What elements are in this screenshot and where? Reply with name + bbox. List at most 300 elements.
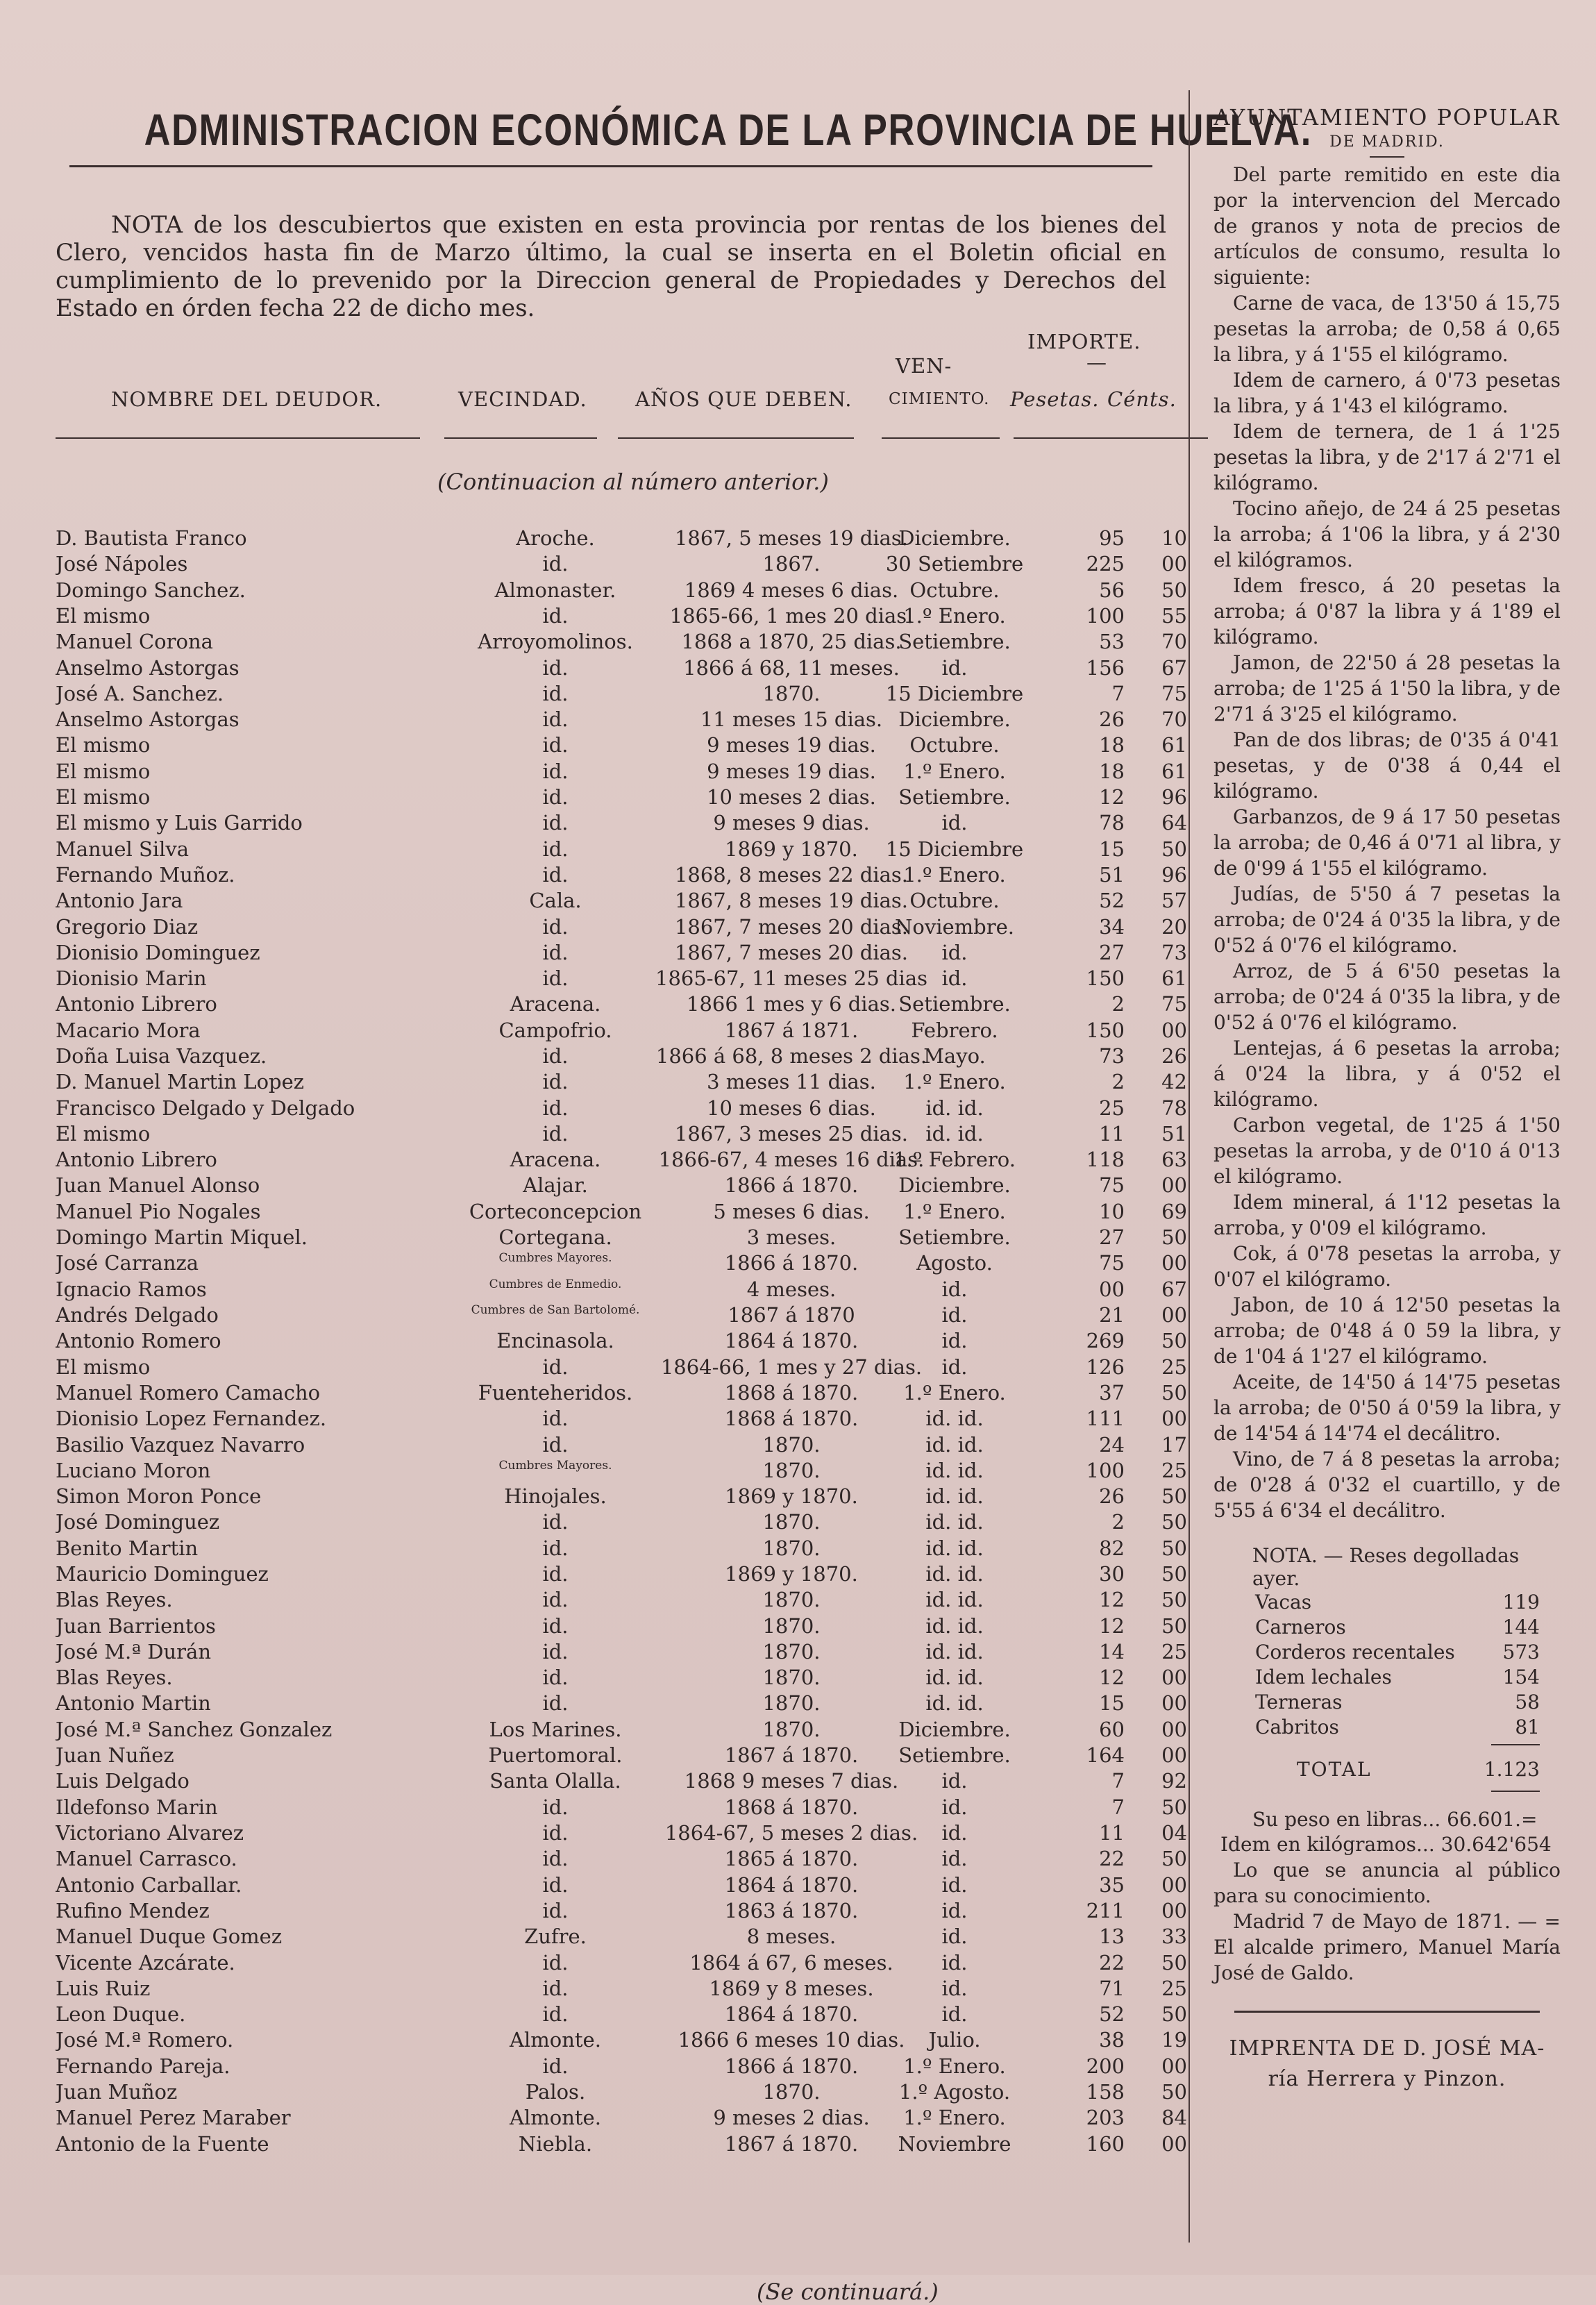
reses-total-value: 1.123 bbox=[1484, 1758, 1540, 1781]
anos-cell: 1870. bbox=[762, 1640, 821, 1663]
vecindad-cell: Fuenteheridos. bbox=[478, 1381, 633, 1405]
vencimiento-cell: 1.º Enero. bbox=[903, 2106, 1006, 2129]
pesetas-cell: 12 bbox=[1099, 1614, 1125, 1638]
pesetas-cell: 203 bbox=[1086, 2106, 1125, 2129]
pesetas-cell: 60 bbox=[1099, 1718, 1125, 1741]
centimos-cell: 25 bbox=[1161, 1640, 1187, 1663]
title-rule bbox=[69, 165, 1152, 167]
vecindad-cell: Aracena. bbox=[510, 1148, 601, 1171]
header-importe-dash: — bbox=[1086, 351, 1107, 374]
centimos-cell: 00 bbox=[1161, 1691, 1187, 1715]
header-vencimiento-2: CIMIENTO. bbox=[889, 390, 990, 408]
anos-cell: 1868 á 1870. bbox=[724, 1381, 859, 1405]
vencimiento-cell: Febrero. bbox=[911, 1019, 998, 1042]
table-row bbox=[42, 1769, 1187, 1795]
vecindad-cell: id. bbox=[542, 1847, 569, 1870]
header-nombre: NOMBRE DEL DEUDOR. bbox=[111, 387, 383, 411]
centimos-cell: 73 bbox=[1161, 941, 1187, 964]
ayuntamiento-title: AYUNTAMIENTO POPULAR bbox=[1213, 104, 1561, 131]
vecindad-cell: id. bbox=[542, 941, 569, 964]
ayuntamiento-subtitle: DE MADRID. bbox=[1329, 133, 1445, 151]
centimos-cell: 50 bbox=[1161, 1614, 1187, 1638]
debtor-name: Manuel Romero Camacho bbox=[56, 1381, 321, 1405]
table-row bbox=[42, 526, 1187, 552]
debtor-name: Antonio Librero bbox=[56, 1148, 217, 1171]
vencimiento-cell: id. bbox=[941, 941, 968, 964]
table-row bbox=[42, 1148, 1187, 1173]
vecindad-cell: id. bbox=[542, 915, 569, 939]
reses-value: 58 bbox=[1515, 1691, 1540, 1713]
centimos-cell: 63 bbox=[1161, 1148, 1187, 1171]
debtor-name: Anselmo Astorgas bbox=[56, 707, 240, 731]
anos-cell: 1870. bbox=[762, 1459, 821, 1482]
pesetas-cell: 11 bbox=[1099, 1821, 1125, 1845]
pesetas-cell: 2 bbox=[1111, 1070, 1125, 1093]
anos-cell: 1867, 8 meses 19 dias. bbox=[674, 889, 909, 912]
vencimiento-cell: Noviembre bbox=[898, 2132, 1011, 2156]
anos-cell: 1867 á 1871. bbox=[724, 1019, 859, 1042]
centimos-cell: 50 bbox=[1161, 837, 1187, 861]
table-row bbox=[42, 1044, 1187, 1070]
debtor-name: Ildefonso Marin bbox=[56, 1795, 218, 1819]
centimos-cell: 50 bbox=[1161, 1536, 1187, 1560]
vecindad-cell: Cumbres Mayores. bbox=[498, 1459, 612, 1473]
vencimiento-cell: 1.º Enero. bbox=[903, 1070, 1006, 1093]
debtor-name: José M.ª Durán bbox=[56, 1640, 212, 1663]
vencimiento-cell: id. bbox=[941, 1277, 968, 1301]
anos-cell: 1867, 7 meses 20 dias. bbox=[674, 941, 909, 964]
pesetas-cell: 75 bbox=[1099, 1251, 1125, 1275]
pesetas-cell: 7 bbox=[1111, 1769, 1125, 1793]
reses-total bbox=[1213, 1758, 1561, 1781]
debtor-name: Dionisio Marin bbox=[56, 966, 207, 990]
table-row bbox=[42, 1847, 1187, 1872]
centimos-cell: 50 bbox=[1161, 1381, 1187, 1405]
centimos-cell: 17 bbox=[1161, 1433, 1187, 1457]
vecindad-cell: id. bbox=[542, 1122, 569, 1146]
vencimiento-cell: id. id. bbox=[925, 1407, 984, 1430]
centimos-cell: 50 bbox=[1161, 1847, 1187, 1870]
table-row bbox=[42, 837, 1187, 863]
vencimiento-cell: Diciembre. bbox=[898, 1718, 1011, 1741]
vencimiento-cell: id. bbox=[941, 1899, 968, 1922]
centimos-cell: 61 bbox=[1161, 733, 1187, 757]
pesetas-cell: 34 bbox=[1099, 915, 1125, 939]
anos-cell: 1867 á 1870. bbox=[724, 1743, 859, 1767]
vencimiento-cell: 30 Setiembre bbox=[885, 552, 1024, 576]
anos-cell: 1869 y 1870. bbox=[725, 1484, 858, 1508]
table-row bbox=[42, 1821, 1187, 1847]
table-row bbox=[42, 1588, 1187, 1614]
vencimiento-cell: id. bbox=[941, 966, 968, 990]
anos-cell: 1868, 8 meses 22 dias. bbox=[674, 863, 909, 887]
header-vencimiento-1: VEN- bbox=[896, 354, 952, 378]
centimos-cell: 78 bbox=[1161, 1096, 1187, 1120]
vecindad-cell: id. bbox=[542, 1407, 569, 1430]
vecindad-cell: Palos. bbox=[525, 2080, 586, 2104]
continuacion-note: (Continuacion al número anterior.) bbox=[437, 469, 829, 495]
anos-cell: 11 meses 15 dias. bbox=[700, 707, 883, 731]
table-row bbox=[42, 1329, 1187, 1355]
pesetas-cell: 13 bbox=[1099, 1925, 1125, 1948]
page-title: ADMINISTRACION ECONÓMICA DE LA PROVINCIA DE HUELVA. bbox=[144, 105, 1312, 155]
vencimiento-cell: id. id. bbox=[925, 1459, 984, 1482]
pesetas-cell: 7 bbox=[1111, 682, 1125, 705]
pesetas-cell: 10 bbox=[1099, 1200, 1125, 1223]
vencimiento-cell: id. bbox=[941, 1847, 968, 1870]
table-row bbox=[42, 707, 1187, 733]
centimos-cell: 50 bbox=[1161, 1329, 1187, 1352]
vencimiento-cell: id. id. bbox=[925, 1666, 984, 1689]
table-row bbox=[42, 1691, 1187, 1717]
anos-cell: 1866 1 mes y 6 dias. bbox=[687, 992, 896, 1016]
anos-cell: 9 meses 2 dias. bbox=[713, 2106, 870, 2129]
vencimiento-cell: Diciembre. bbox=[898, 707, 1011, 731]
anos-cell: 10 meses 6 dias. bbox=[707, 1096, 876, 1120]
firma: Madrid 7 de Mayo de 1871. — = El alcalde primero, Manuel María José de Galdo. bbox=[1213, 1910, 1561, 1984]
pesetas-cell: 71 bbox=[1099, 1977, 1125, 2000]
vencimiento-cell: id. bbox=[941, 1329, 968, 1352]
centimos-cell: 50 bbox=[1161, 1225, 1187, 1249]
anos-cell: 1865 á 1870. bbox=[724, 1847, 859, 1870]
price-paragraph: Pan de dos libras; de 0'35 á 0'41 pesetas, y de 0'38 á 0,44 el kilógramo. bbox=[1213, 728, 1561, 803]
table-row bbox=[42, 733, 1187, 759]
reses-label: Carneros bbox=[1255, 1616, 1346, 1638]
pesetas-cell: 22 bbox=[1099, 1951, 1125, 1975]
price-paragraph: Carne de vaca, de 13'50 á 15,75 pesetas la arroba; de 0,58 á 0,65 la libra, y á 1'55 el kilógramo. bbox=[1213, 292, 1561, 366]
centimos-cell: 67 bbox=[1161, 1277, 1187, 1301]
centimos-cell: 50 bbox=[1161, 1795, 1187, 1819]
vencimiento-cell: Octubre. bbox=[909, 578, 1000, 602]
pesetas-cell: 75 bbox=[1099, 1173, 1125, 1197]
table-row bbox=[42, 1019, 1187, 1044]
pesetas-cell: 00 bbox=[1099, 1277, 1125, 1301]
vecindad-cell: id. bbox=[542, 1666, 569, 1689]
debtor-name: Antonio Jara bbox=[56, 889, 183, 912]
anos-cell: 1867. bbox=[762, 552, 821, 576]
vencimiento-cell: id. bbox=[941, 1303, 968, 1327]
pesetas-cell: 164 bbox=[1086, 1743, 1125, 1767]
pesetas-cell: 158 bbox=[1086, 2080, 1125, 2104]
anos-cell: 1864 á 1870. bbox=[724, 1329, 859, 1352]
vencimiento-cell: id. id. bbox=[925, 1536, 984, 1560]
pesetas-cell: 14 bbox=[1099, 1640, 1125, 1663]
vencimiento-cell: id. id. bbox=[925, 1562, 984, 1586]
vencimiento-cell: 1.º Febrero. bbox=[893, 1148, 1016, 1171]
vencimiento-cell: id. id. bbox=[925, 1510, 984, 1534]
debtor-name: José Dominguez bbox=[56, 1510, 220, 1534]
price-paragraph: Lentejas, á 6 pesetas la arroba; á 0'24 la libra, y á 0'52 el kilógramo. bbox=[1213, 1037, 1561, 1111]
pesetas-cell: 26 bbox=[1099, 1484, 1125, 1508]
pesetas-cell: 160 bbox=[1086, 2132, 1125, 2156]
vecindad-cell: Alajar. bbox=[523, 1173, 588, 1197]
anos-cell: 1870. bbox=[762, 1666, 821, 1689]
reses-total-label: TOTAL bbox=[1297, 1758, 1372, 1781]
vecindad-cell: id. bbox=[542, 1044, 569, 1068]
anos-cell: 1870. bbox=[762, 1510, 821, 1534]
vecindad-cell: id. bbox=[542, 863, 569, 887]
anos-cell: 1864 á 1870. bbox=[724, 2002, 859, 2026]
vecindad-cell: Aroche. bbox=[516, 526, 595, 550]
pesetas-cell: 2 bbox=[1111, 992, 1125, 1016]
anos-cell: 1864 á 1870. bbox=[724, 1873, 859, 1897]
centimos-cell: 70 bbox=[1161, 630, 1187, 653]
centimos-cell: 00 bbox=[1161, 1899, 1187, 1922]
debtor-name: El mismo bbox=[56, 733, 151, 757]
debtor-name: José Nápoles bbox=[56, 552, 188, 576]
anos-cell: 1870. bbox=[762, 2080, 821, 2104]
table-row bbox=[42, 941, 1187, 966]
table-row bbox=[42, 785, 1187, 811]
vecindad-cell: id. bbox=[542, 1899, 569, 1922]
vecindad-cell: id. bbox=[542, 1433, 569, 1457]
vencimiento-cell: Setiembre. bbox=[898, 630, 1011, 653]
table-row bbox=[42, 604, 1187, 630]
vecindad-cell: id. bbox=[542, 1951, 569, 1975]
price-paragraph: Jabon, de 10 á 12'50 pesetas la arroba; de 0'48 á 0 59 la libra, y de 1'04 á 1'27 el kilógramo. bbox=[1213, 1293, 1561, 1368]
pesetas-cell: 56 bbox=[1099, 578, 1125, 602]
table-row bbox=[42, 1666, 1187, 1691]
table-row bbox=[42, 1510, 1187, 1536]
anos-cell: 1867 á 1870 bbox=[728, 1303, 855, 1327]
debtor-name: José M.ª Sanchez Gonzalez bbox=[56, 1718, 333, 1741]
reses-item bbox=[1213, 1590, 1561, 1615]
pesetas-cell: 30 bbox=[1099, 1562, 1125, 1586]
debtor-name: El mismo bbox=[56, 604, 151, 628]
anos-cell: 3 meses 11 dias. bbox=[707, 1070, 876, 1093]
table-row bbox=[42, 2002, 1187, 2028]
centimos-cell: 51 bbox=[1161, 1122, 1187, 1146]
vecindad-cell: Hinojales. bbox=[504, 1484, 607, 1508]
pesetas-cell: 27 bbox=[1099, 1225, 1125, 1249]
pesetas-cell: 21 bbox=[1099, 1303, 1125, 1327]
anos-cell: 1866 á 68, 11 meses. bbox=[683, 656, 900, 680]
vecindad-cell: Almonte. bbox=[510, 2028, 601, 2052]
pesetas-cell: 100 bbox=[1086, 1459, 1125, 1482]
centimos-cell: 61 bbox=[1161, 760, 1187, 783]
reses-value: 154 bbox=[1502, 1666, 1540, 1688]
imprenta-line-1: IMPRENTA DE D. JOSÉ MA- bbox=[1229, 2036, 1545, 2061]
centimos-cell: 25 bbox=[1161, 1459, 1187, 1482]
debtor-name: Blas Reyes. bbox=[56, 1588, 173, 1611]
vecindad-cell: id. bbox=[542, 1614, 569, 1638]
table-row bbox=[42, 1899, 1187, 1925]
debtor-name: Antonio de la Fuente bbox=[56, 2132, 269, 2156]
debtor-name: D. Manuel Martin Lopez bbox=[56, 1070, 305, 1093]
anos-cell: 1869 4 meses 6 dias. bbox=[684, 578, 899, 602]
debtor-name: Manuel Duque Gomez bbox=[56, 1925, 283, 1948]
vecindad-cell: id. bbox=[542, 2002, 569, 2026]
debtor-name: José M.ª Romero. bbox=[56, 2028, 234, 2052]
debtor-name: Blas Reyes. bbox=[56, 1666, 173, 1689]
centimos-cell: 55 bbox=[1161, 604, 1187, 628]
centimos-cell: 00 bbox=[1161, 1173, 1187, 1197]
centimos-cell: 26 bbox=[1161, 1044, 1187, 1068]
centimos-cell: 00 bbox=[1161, 552, 1187, 576]
debtor-name: Anselmo Astorgas bbox=[56, 656, 240, 680]
vencimiento-cell: 1.º Enero. bbox=[903, 760, 1006, 783]
centimos-cell: 50 bbox=[1161, 2080, 1187, 2104]
anos-cell: 1865-67, 11 meses 25 dias bbox=[655, 966, 927, 990]
debtor-name: Antonio Romero bbox=[56, 1329, 221, 1352]
debtor-name: Manuel Silva bbox=[56, 837, 190, 861]
centimos-cell: 00 bbox=[1161, 1873, 1187, 1897]
centimos-cell: 96 bbox=[1161, 863, 1187, 887]
vencimiento-cell: Setiembre. bbox=[898, 785, 1011, 809]
header-rule-vencimiento bbox=[882, 437, 1000, 439]
vencimiento-cell: id. id. bbox=[925, 1433, 984, 1457]
header-pesetas: Pesetas. bbox=[1010, 387, 1100, 411]
reses-total-rule bbox=[1491, 1791, 1540, 1792]
anos-cell: 1867, 3 meses 25 dias. bbox=[674, 1122, 909, 1146]
vencimiento-cell: id. bbox=[941, 1873, 968, 1897]
nota-paragraph: NOTA de los descubiertos que existen en esta provincia por rentas de los bienes del Clero, vencidos hasta fin de Marzo último, la cual se inserta en el Boletin oficial en cumplimiento de lo prevenido por la Direccion general de Propiedades y Derechos del Estado en órden fecha 22 de dicho mes. bbox=[56, 211, 1166, 322]
debtor-name: José A. Sanchez. bbox=[56, 682, 224, 705]
vecindad-cell: Almonte. bbox=[510, 2106, 601, 2129]
anos-cell: 1868 a 1870, 25 dias. bbox=[681, 630, 902, 653]
table-row bbox=[42, 630, 1187, 655]
vencimiento-cell: 15 Diciembre bbox=[885, 682, 1024, 705]
table-row bbox=[42, 889, 1187, 914]
price-paragraph: Judías, de 5'50 á 7 pesetas la arroba; de 0'24 á 0'35 la libra, y de 0'52 á 0'76 el kilógramo. bbox=[1213, 882, 1561, 957]
table-row bbox=[42, 1873, 1187, 1899]
header-anos: AÑOS QUE DEBEN. bbox=[635, 387, 852, 411]
centimos-cell: 69 bbox=[1161, 1200, 1187, 1223]
table-row bbox=[42, 2028, 1187, 2054]
centimos-cell: 75 bbox=[1161, 992, 1187, 1016]
debtor-name: Antonio Librero bbox=[56, 992, 217, 1016]
anos-cell: 9 meses 19 dias. bbox=[707, 733, 876, 757]
reses-item bbox=[1213, 1715, 1561, 1740]
vencimiento-cell: 1.º Enero. bbox=[903, 1200, 1006, 1223]
imprenta-line-2: ría Herrera y Pinzon. bbox=[1268, 2067, 1506, 2091]
reses-label: Vacas bbox=[1255, 1591, 1312, 1614]
pesetas-cell: 35 bbox=[1099, 1873, 1125, 1897]
centimos-cell: 00 bbox=[1161, 1718, 1187, 1741]
debtor-name: Domingo Martin Miquel. bbox=[56, 1225, 308, 1249]
reses-item bbox=[1213, 1690, 1561, 1715]
vencimiento-cell: id. bbox=[941, 1977, 968, 2000]
vencimiento-cell: Julio. bbox=[928, 2028, 981, 2052]
centimos-cell: 00 bbox=[1161, 1666, 1187, 1689]
debtor-name: Juan Manuel Alonso bbox=[56, 1173, 260, 1197]
vencimiento-cell: id. id. bbox=[925, 1588, 984, 1611]
pesetas-cell: 12 bbox=[1099, 1588, 1125, 1611]
centimos-cell: 70 bbox=[1161, 707, 1187, 731]
vencimiento-cell: Diciembre. bbox=[898, 1173, 1011, 1197]
price-paragraph: Garbanzos, de 9 á 17 50 pesetas la arroba; de 0,46 á 0'71 al libra, y de 0'99 á 1'55 el kilógramo. bbox=[1213, 805, 1561, 880]
centimos-cell: 50 bbox=[1161, 2002, 1187, 2026]
vecindad-cell: id. bbox=[542, 733, 569, 757]
vecindad-cell: id. bbox=[542, 1355, 569, 1379]
vecindad-cell: id. bbox=[542, 837, 569, 861]
centimos-cell: 96 bbox=[1161, 785, 1187, 809]
vecindad-cell: id. bbox=[542, 707, 569, 731]
debtor-name: Luis Ruiz bbox=[56, 1977, 151, 2000]
centimos-cell: 10 bbox=[1161, 526, 1187, 550]
vecindad-cell: id. bbox=[542, 785, 569, 809]
vencimiento-cell: id. id. bbox=[925, 1484, 984, 1508]
centimos-cell: 50 bbox=[1161, 578, 1187, 602]
debtor-name: Manuel Pio Nogales bbox=[56, 1200, 261, 1223]
debtor-name: Macario Mora bbox=[56, 1019, 201, 1042]
vecindad-cell: id. bbox=[542, 1795, 569, 1819]
pesetas-cell: 37 bbox=[1099, 1381, 1125, 1405]
debtor-name: Antonio Martin bbox=[56, 1691, 211, 1715]
anos-cell: 1870. bbox=[762, 1588, 821, 1611]
reses-item bbox=[1213, 1665, 1561, 1690]
vecindad-cell: id. bbox=[542, 1977, 569, 2000]
vencimiento-cell: id. bbox=[941, 1795, 968, 1819]
centimos-cell: 64 bbox=[1161, 811, 1187, 835]
pesetas-cell: 73 bbox=[1099, 1044, 1125, 1068]
table-row bbox=[42, 552, 1187, 578]
anos-cell: 1864-67, 5 meses 2 dias. bbox=[664, 1821, 918, 1845]
pesetas-cell: 156 bbox=[1086, 656, 1125, 680]
anos-cell: 1870. bbox=[762, 1718, 821, 1741]
pesetas-cell: 52 bbox=[1099, 2002, 1125, 2026]
header-cents: Cénts. bbox=[1107, 387, 1177, 411]
vecindad-cell: id. bbox=[542, 1510, 569, 1534]
table-row bbox=[42, 760, 1187, 785]
vencimiento-cell: Octubre. bbox=[909, 889, 1000, 912]
anos-cell: 1864-66, 1 mes y 27 dias. bbox=[660, 1355, 923, 1379]
centimos-cell: 50 bbox=[1161, 1484, 1187, 1508]
centimos-cell: 57 bbox=[1161, 889, 1187, 912]
table-row bbox=[42, 1251, 1187, 1277]
debtor-name: Gregorio Diaz bbox=[56, 915, 199, 939]
pesetas-cell: 225 bbox=[1086, 552, 1125, 576]
debtor-name: Francisco Delgado y Delgado bbox=[56, 1096, 355, 1120]
debtor-name: José Carranza bbox=[56, 1251, 199, 1275]
vencimiento-cell: id. id. bbox=[925, 1614, 984, 1638]
table-row bbox=[42, 1484, 1187, 1510]
anos-cell: 1866-67, 4 meses 16 dias. bbox=[658, 1148, 925, 1171]
vecindad-cell: id. bbox=[542, 656, 569, 680]
pesetas-cell: 200 bbox=[1086, 2054, 1125, 2078]
anuncio: Lo que se anuncia al público para su conocimiento. bbox=[1213, 1859, 1561, 1907]
anos-cell: 1870. bbox=[762, 1614, 821, 1638]
price-paragraph: Jamon, de 22'50 á 28 pesetas la arroba; de 1'25 á 1'50 la libra, y de 2'71 á 3'25 el kilógramo. bbox=[1213, 651, 1561, 726]
pesetas-cell: 78 bbox=[1099, 811, 1125, 835]
table-row bbox=[42, 1743, 1187, 1769]
header-rule-nombre bbox=[56, 437, 420, 439]
table-row bbox=[42, 1459, 1187, 1484]
vecindad-cell: id. bbox=[542, 1588, 569, 1611]
pesetas-cell: 11 bbox=[1099, 1122, 1125, 1146]
centimos-cell: 00 bbox=[1161, 1303, 1187, 1327]
vencimiento-cell: id. bbox=[941, 1925, 968, 1948]
table-row bbox=[42, 1536, 1187, 1562]
table-row bbox=[42, 1225, 1187, 1251]
vencimiento-cell: Mayo. bbox=[923, 1044, 986, 1068]
price-paragraph: Carbon vegetal, de 1'25 á 1'50 pesetas la arroba, y de 0'10 á 0'13 el kilógramo. bbox=[1213, 1114, 1561, 1188]
table-row bbox=[42, 1303, 1187, 1329]
debtor-name: El mismo bbox=[56, 785, 151, 809]
price-paragraph: Idem fresco, á 20 pesetas la arroba; á 0'87 la libra y á 1'89 el kilógramo. bbox=[1213, 574, 1561, 648]
pesetas-cell: 26 bbox=[1099, 707, 1125, 731]
vencimiento-cell: id. bbox=[941, 1355, 968, 1379]
vencimiento-cell: Noviembre. bbox=[895, 915, 1014, 939]
centimos-cell: 00 bbox=[1161, 1743, 1187, 1767]
debtor-name: Ignacio Ramos bbox=[56, 1277, 207, 1301]
vencimiento-cell: 1.º Enero. bbox=[903, 2054, 1006, 2078]
centimos-cell: 20 bbox=[1161, 915, 1187, 939]
anos-cell: 9 meses 19 dias. bbox=[707, 760, 876, 783]
pesetas-cell: 27 bbox=[1099, 941, 1125, 964]
table-row bbox=[42, 1122, 1187, 1148]
reses-item bbox=[1213, 1615, 1561, 1640]
